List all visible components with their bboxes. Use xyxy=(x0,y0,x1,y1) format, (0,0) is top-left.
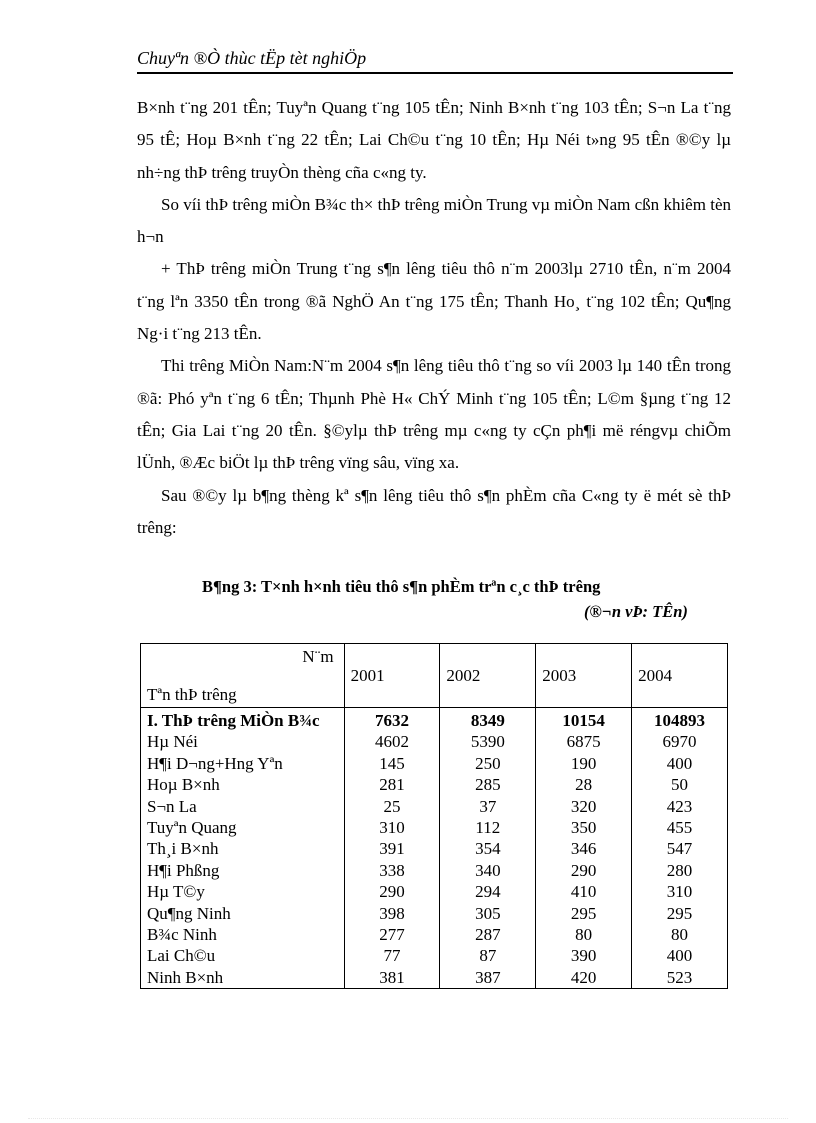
page-bottom-divider xyxy=(28,1118,788,1119)
sales-value-cell: 320 xyxy=(536,796,632,817)
sales-value-cell: 80 xyxy=(632,924,728,945)
market-name-cell: H¶i D¬ng+Hng Yªn xyxy=(141,753,345,774)
sales-value-cell: 80 xyxy=(536,924,632,945)
sales-value-cell: 350 xyxy=(536,817,632,838)
paragraph: B×nh t¨ng 201 tÊn; Tuyªn Quang t¨ng 105 tÊn; Ninh B×nh t¨ng 103 tÊn; S¬n La t¨ng 95 tÊ; Hoµ B×nh t¨ng 22 tÊn; Lai Ch©u t¨ng 10 tÊn; Hµ Néi t»ng 95 tÊn ®©y lµ nh÷ng thÞ trêng truyÒn thèng cña c«ng ty. xyxy=(137,98,731,182)
page-header xyxy=(137,48,733,74)
market-name-cell: Lai Ch©u xyxy=(141,945,345,966)
sales-value-cell: 285 xyxy=(440,774,536,795)
sales-value-cell: 50 xyxy=(632,774,728,795)
paragraph: Thi trêng MiÒn Nam:N¨m 2004 s¶n lêng tiêu thô t¨ng so víi 2003 lµ 140 tÊn trong ®ã: Phó yªn t¨ng 6 tÊn; Thµnh Phè H« ChÝ Minh t¨ng 105 tÊn; L©m §µng t¨ng 12 tÊn; Gia Lai t¨ng 20 tÊn. §©ylµ thÞ trêng mµ c«ng ty cÇn ph¶i më réngvµ chiÕm lÜnh, ®Æc biÖt lµ thÞ trêng vïng sâu, vïng xa. xyxy=(137,356,731,473)
sales-value-cell: 338 xyxy=(344,860,440,881)
sales-value-cell: 354 xyxy=(440,838,536,859)
sales-value-cell: 390 xyxy=(536,945,632,966)
sales-value-cell: 290 xyxy=(536,860,632,881)
table-row xyxy=(141,796,728,817)
market-name-cell: Ninh B×nh xyxy=(141,967,345,989)
market-name-cell: Hµ T©y xyxy=(141,881,345,902)
sales-value-cell: 5390 xyxy=(440,731,536,752)
sales-value-cell: 346 xyxy=(536,838,632,859)
sales-value-cell: 455 xyxy=(632,817,728,838)
table-row xyxy=(141,753,728,774)
sales-value-cell: 250 xyxy=(440,753,536,774)
paragraph: Sau ®©y lµ b¶ng thèng kª s¶n lêng tiêu thô s¶n phÈm cña C«ng ty ë mét sè thÞ trêng: xyxy=(137,485,731,537)
sales-value-cell: 391 xyxy=(344,838,440,859)
sales-value-cell: 381 xyxy=(344,967,440,989)
sales-value-cell: 145 xyxy=(344,753,440,774)
market-name-cell: I. ThÞ trêng MiÒn B¾c xyxy=(141,708,345,732)
market-name-cell: H¶i Phßng xyxy=(141,860,345,881)
table-row xyxy=(141,731,728,752)
year-header-cell: 2003 xyxy=(536,644,632,708)
sales-value-cell: 400 xyxy=(632,945,728,966)
sales-value-cell: 287 xyxy=(440,924,536,945)
sales-value-cell: 310 xyxy=(344,817,440,838)
year-header-cell: 2004 xyxy=(632,644,728,708)
year-header-cell: 2002 xyxy=(440,644,536,708)
sales-value-cell: 547 xyxy=(632,838,728,859)
market-name-cell: Hµ Néi xyxy=(141,731,345,752)
sales-value-cell: 6875 xyxy=(536,731,632,752)
body-text xyxy=(137,92,731,544)
year-header-cell: 2001 xyxy=(344,644,440,708)
sales-value-cell: 295 xyxy=(632,903,728,924)
sales-value-cell: 25 xyxy=(344,796,440,817)
sales-value-cell: 295 xyxy=(536,903,632,924)
market-name-cell: S¬n La xyxy=(141,796,345,817)
sales-value-cell: 8349 xyxy=(440,708,536,732)
sales-value-cell: 340 xyxy=(440,860,536,881)
sales-value-cell: 4602 xyxy=(344,731,440,752)
sales-value-cell: 277 xyxy=(344,924,440,945)
sales-value-cell: 387 xyxy=(440,967,536,989)
paragraph: + ThÞ trêng miÒn Trung t¨ng s¶n lêng tiêu thô n¨m 2003lµ 2710 tÊn, n¨m 2004 t¨ng lªn 3350 tÊn trong ®ã NghÖ An t¨ng 175 tÊn; Thanh Ho¸ t¨ng 102 tÊn; Qu¶ng Ng·i t¨ng 213 tÊn. xyxy=(137,259,731,344)
table-row xyxy=(141,860,728,881)
sales-value-cell: 281 xyxy=(344,774,440,795)
table-header-row xyxy=(141,644,728,708)
sales-value-cell: 190 xyxy=(536,753,632,774)
sales-value-cell: 77 xyxy=(344,945,440,966)
sales-value-cell: 410 xyxy=(536,881,632,902)
table-row xyxy=(141,838,728,859)
sales-value-cell: 280 xyxy=(632,860,728,881)
sales-value-cell: 523 xyxy=(632,967,728,989)
header-title: Chuyªn ®Ò thùc tËp tèt nghiÖp xyxy=(137,48,367,68)
paragraph: So víi thÞ trêng miÒn B¾c th× thÞ trêng miÒn Trung vµ miÒn Nam cßn khiêm tèn h¬n xyxy=(137,194,731,247)
sales-value-cell: 6970 xyxy=(632,731,728,752)
table-row xyxy=(141,817,728,838)
sales-value-cell: 87 xyxy=(440,945,536,966)
market-name-cell: Th¸i B×nh xyxy=(141,838,345,859)
sales-value-cell: 104893 xyxy=(632,708,728,732)
table-row xyxy=(141,924,728,945)
sales-value-cell: 112 xyxy=(440,817,536,838)
table-row xyxy=(141,774,728,795)
corner-header-cell xyxy=(141,644,345,708)
year-label: N¨m xyxy=(302,647,334,666)
sales-value-cell: 305 xyxy=(440,903,536,924)
table-row xyxy=(141,903,728,924)
market-label: Tªn thÞ trêng xyxy=(147,685,237,704)
sales-value-cell: 28 xyxy=(536,774,632,795)
table-unit: (®¬n vÞ: TÊn) xyxy=(584,602,688,621)
sales-value-cell: 37 xyxy=(440,796,536,817)
table-row xyxy=(141,967,728,989)
sales-value-cell: 423 xyxy=(632,796,728,817)
sales-value-cell: 310 xyxy=(632,881,728,902)
sales-value-cell: 294 xyxy=(440,881,536,902)
market-name-cell: Tuyªn Quang xyxy=(141,817,345,838)
market-name-cell: Qu¶ng Ninh xyxy=(141,903,345,924)
market-sales-table xyxy=(140,643,728,989)
sales-value-cell: 398 xyxy=(344,903,440,924)
table-row xyxy=(141,881,728,902)
market-name-cell: Hoµ B×nh xyxy=(141,774,345,795)
sales-value-cell: 290 xyxy=(344,881,440,902)
sales-value-cell: 10154 xyxy=(536,708,632,732)
sales-value-cell: 7632 xyxy=(344,708,440,732)
sales-value-cell: 400 xyxy=(632,753,728,774)
table-row xyxy=(141,945,728,966)
market-name-cell: B¾c Ninh xyxy=(141,924,345,945)
table-group-row xyxy=(141,708,728,732)
table-caption: B¶ng 3: T×nh h×nh tiêu thô s¶n phÈm trªn c¸c thÞ trêng xyxy=(202,577,601,596)
sales-value-cell: 420 xyxy=(536,967,632,989)
